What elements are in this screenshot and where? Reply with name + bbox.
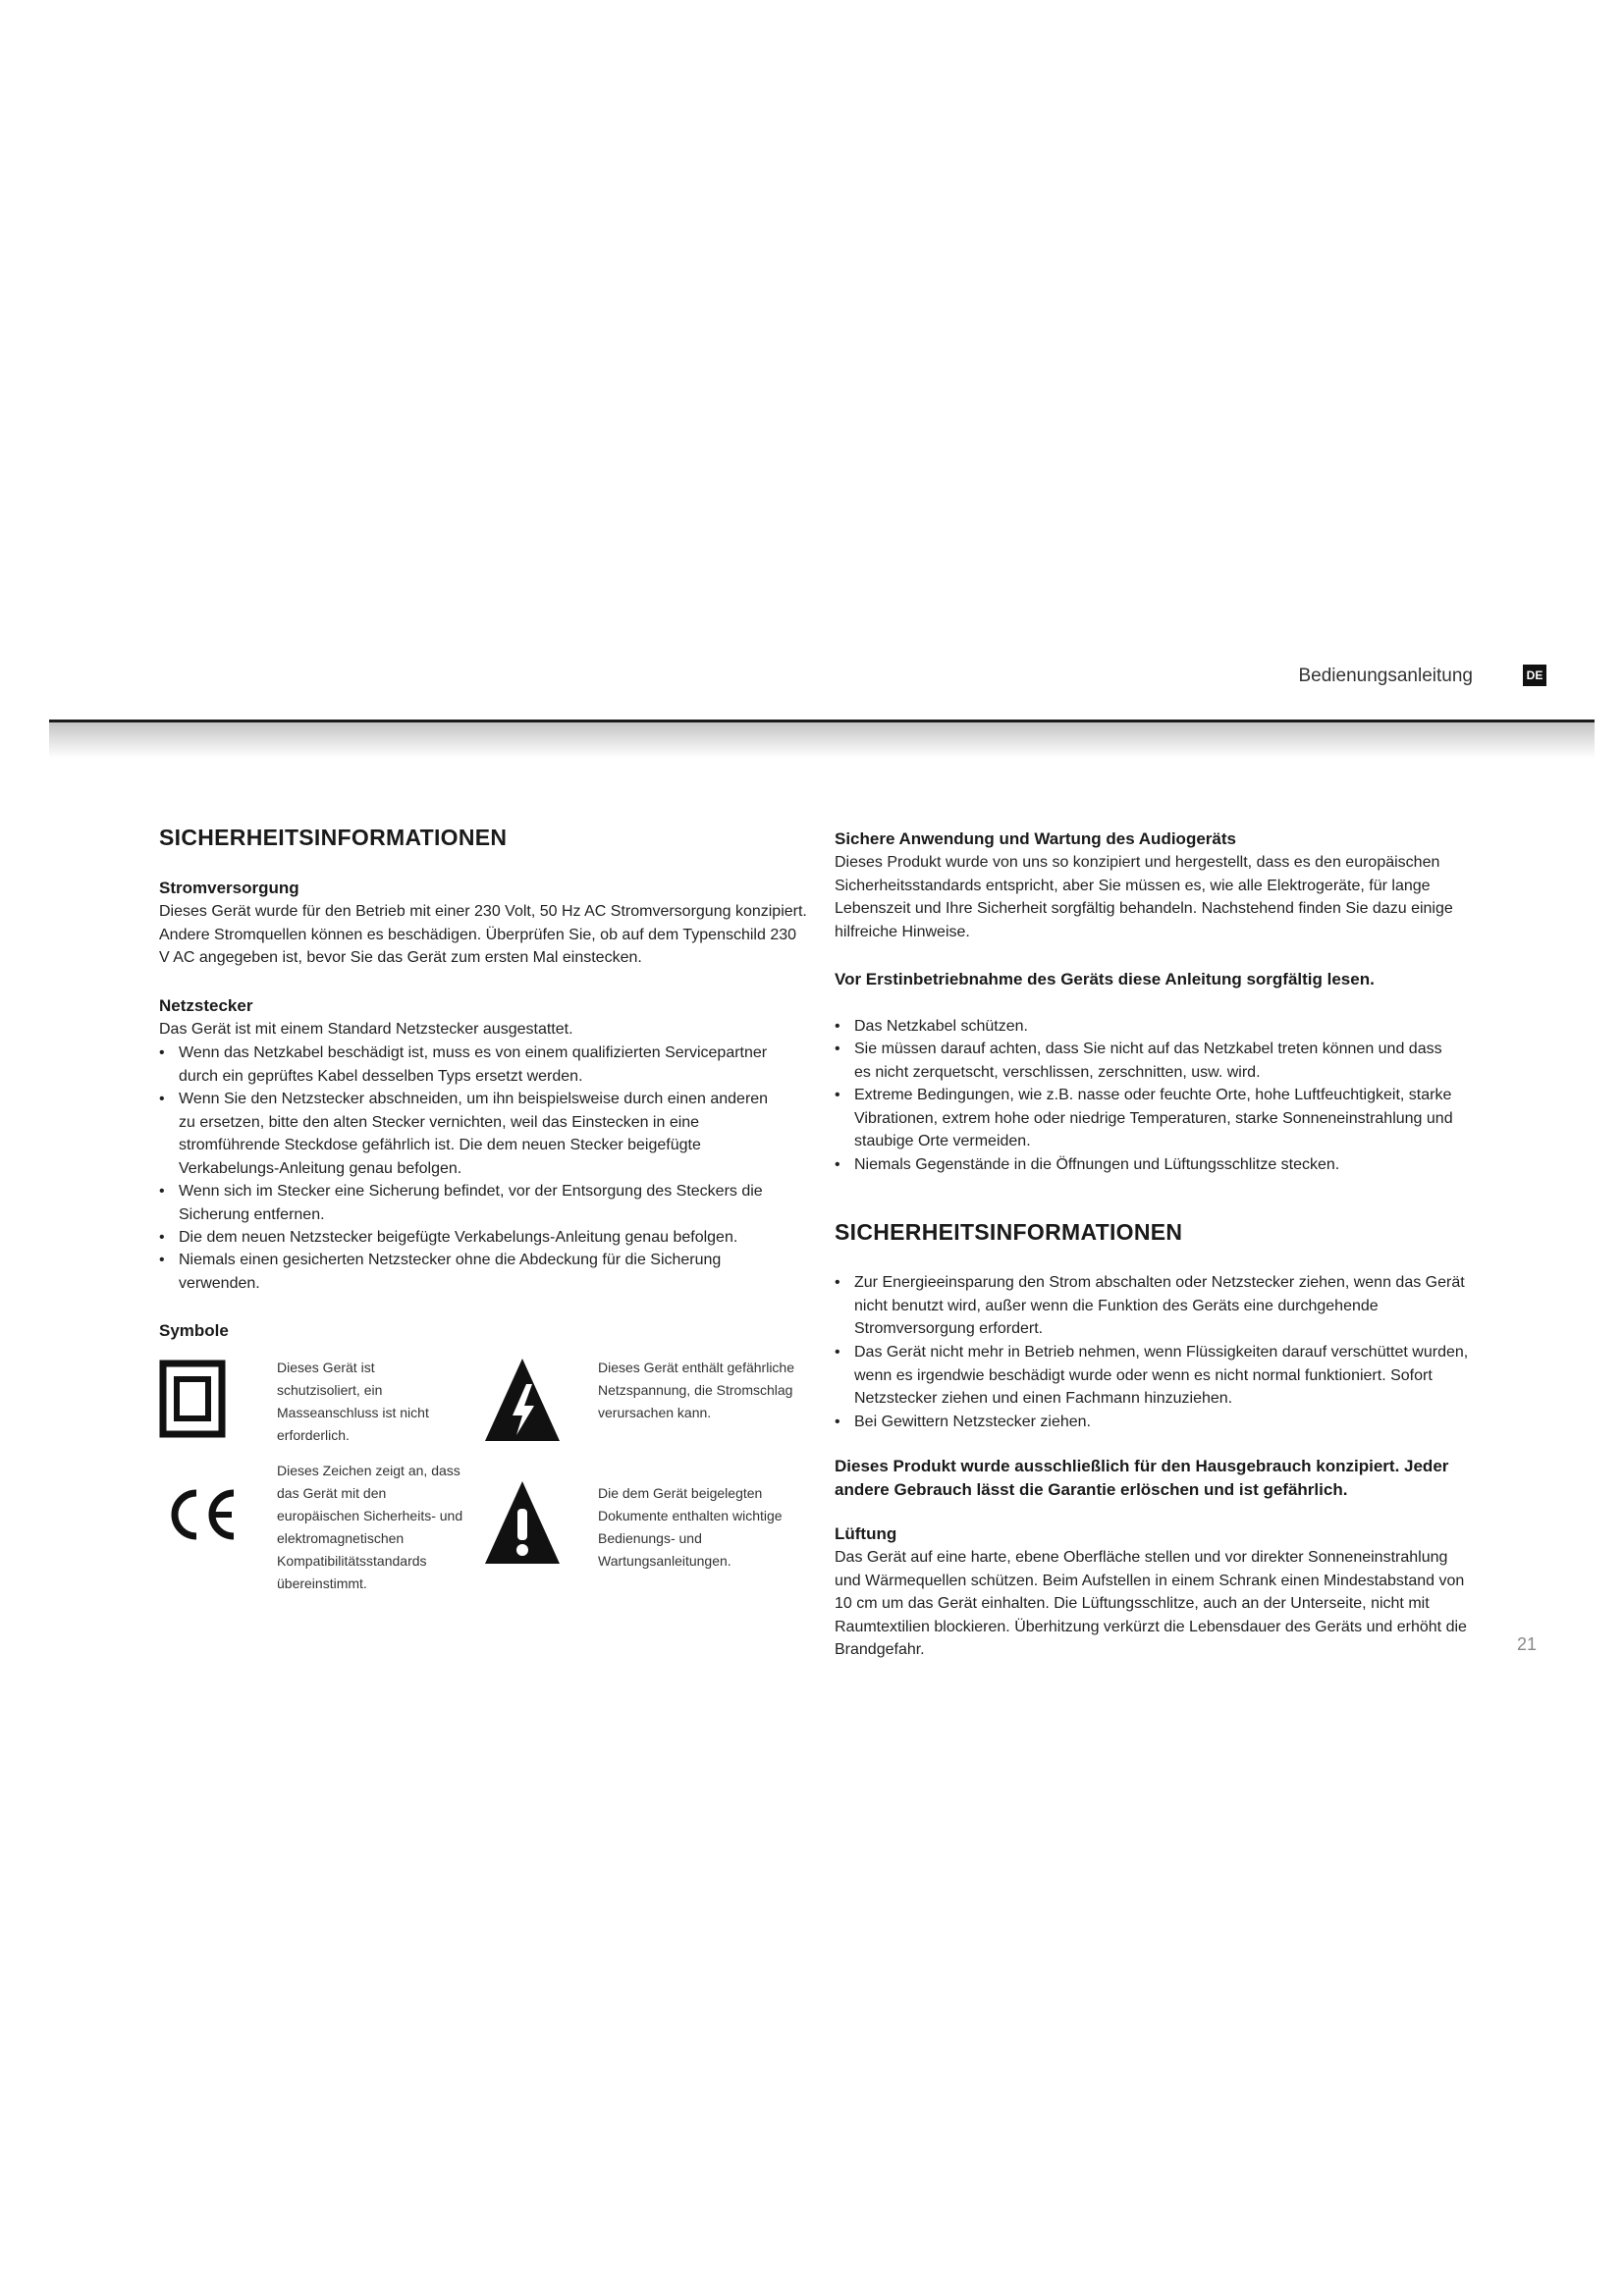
- symbol-description: Dieses Zeichen zeigt an, dass das Gerät mit den europäischen Sicherheits- und elektromagnetischen Kompatibilitätsstandards übereinstimmt.: [277, 1463, 463, 1591]
- plug-bullet: • Wenn sich im Stecker eine Sicherung befindet, vor der Entsorgung des Steckers die Sicherung entfernen.: [159, 1180, 797, 1226]
- page-number: 21: [1517, 1634, 1538, 1654]
- symbol-description: Dieses Gerät enthält gefährliche Netzspannung, die Stromschlag verursachen kann.: [598, 1360, 794, 1420]
- plug-bullet: • Wenn Sie den Netzstecker abschneiden, um ihn beispielsweise durch einen anderen zu ersetzen, bitte den alten Stecker vernichten, weil das Einstecken in eine stromführende Steckdose gefährlich ist. Die dem neuen Stecker beigefügte Verkabelungs-Anleitung genau befolgen.: [159, 1088, 783, 1180]
- plug-bullet: • Die dem neuen Netzstecker beigefügte Verkabelungs-Anleitung genau befolgen.: [159, 1226, 807, 1250]
- safe-use-title: Sichere Anwendung und Wartung des Audiogeräts: [835, 829, 1236, 848]
- power-title: Stromversorgung: [159, 879, 299, 897]
- caution-exclamation-icon: [483, 1477, 562, 1568]
- household-note: Dieses Produkt wurde ausschließlich für den Hausgebrauch konzipiert. Jeder andere Gebrauch lässt die Garantie erlöschen und ist gefährlich.: [835, 1457, 1449, 1499]
- header-rule-shadow: [49, 722, 1595, 758]
- safety-bullet: • Bei Gewittern Netzstecker ziehen.: [835, 1411, 1453, 1434]
- power-text: Dieses Gerät wurde für den Betrieb mit einer 230 Volt, 50 Hz AC Stromversorgung konzipiert. Andere Stromquellen können es beschädigen. Überprüfen Sie, ob auf dem Typenschild 230 V AC angegeben ist, bevor Sie das Gerät zum ersten Mal einstecken.: [159, 903, 807, 966]
- care-bullet: • Extreme Bedingungen, wie z.B. nasse oder feuchte Orte, hohe Luftfeuchtigkeit, starke Vibrationen, extrem hohe oder niedrige Temperaturen, starke Sonneneinstrahlung und staubige Orte vermeiden.: [835, 1084, 1473, 1153]
- high-voltage-warning-icon: [483, 1355, 562, 1445]
- ventilation-text: Das Gerät auf eine harte, ebene Oberfläche stellen und vor direkter Sonneneinstrahlung und Wärmequellen schützen. Beim Aufstellen in einem Schrank einen Mindestabstand von 10 cm um das Gerät einhalten. Die Lüftungsschlitze, auch an der Unterseite, nicht mit Raumtextilien blockieren. Überhitzung verkürzt die Lebensdauer des Geräts und erhöht die Brandgefahr.: [835, 1549, 1467, 1658]
- plug-bullet: • Niemals einen gesicherten Netzstecker ohne die Abdeckung für die Sicherung verwenden.: [159, 1249, 783, 1295]
- care-bullet: • Niemals Gegenstände in die Öffnungen und Lüftungsschlitze stecken.: [835, 1153, 1453, 1177]
- plug-title: Netzstecker: [159, 996, 253, 1015]
- plug-intro: Das Gerät ist mit einem Standard Netzstecker ausgestattet.: [159, 1021, 573, 1038]
- safety-bullet: • Zur Energieeinsparung den Strom abschalten oder Netzstecker ziehen, wenn das Gerät nicht benutzt wird, außer wenn die Funktion des Geräts eine durchgehende Stromversorgung erfordert.: [835, 1271, 1473, 1341]
- ventilation-title: Lüftung: [835, 1524, 897, 1543]
- ce-mark-icon: [165, 1487, 240, 1542]
- safety-bullet: • Das Gerät nicht mehr in Betrieb nehmen, wenn Flüssigkeiten darauf verschüttet wurden, wenn es irgendwie beschädigt wurde oder wenn es nicht normal funktioniert. Sofort Netzstecker ziehen und einen Fachmann hinzuziehen.: [835, 1341, 1473, 1411]
- section-heading: SICHERHEITSINFORMATIONEN: [159, 825, 508, 850]
- symbols-title: Symbole: [159, 1321, 229, 1340]
- read-first-note: Vor Erstinbetriebnahme des Geräts diese Anleitung sorgfältig lesen.: [835, 970, 1375, 988]
- header-title: Bedienungsanleitung: [1298, 666, 1473, 686]
- symbol-description: Dieses Gerät ist schutzisoliert, ein Masseanschluss ist nicht erforderlich.: [277, 1360, 429, 1443]
- plug-bullet: • Wenn das Netzkabel beschädigt ist, muss es von einem qualifizierten Servicepartner durch ein geprüftes Kabel desselben Typs ersetzt werden.: [159, 1041, 783, 1088]
- language-badge: DE: [1523, 665, 1546, 686]
- symbol-description: Die dem Gerät beigelegten Dokumente enthalten wichtige Bedienungs- und Wartungsanleitungen.: [598, 1485, 783, 1569]
- section-heading-2: SICHERHEITSINFORMATIONEN: [835, 1219, 1183, 1245]
- care-bullet: • Das Netzkabel schützen.: [835, 1015, 1453, 1039]
- safe-use-text: Dieses Produkt wurde von uns so konzipiert und hergestellt, dass es den europäischen Sicherheitsstandards entspricht, aber Sie müssen es, wie alle Elektrogeräte, für lange Lebenszeit und Ihre Sicherheit sorgfältig behandeln. Nachstehend finden Sie dazu einige hilfreiche Hinweise.: [835, 854, 1453, 940]
- care-bullet: • Sie müssen darauf achten, dass Sie nicht auf das Netzkabel treten können und dass es nicht zerquetscht, verschlissen, zerschnitten, usw. wird.: [835, 1038, 1453, 1084]
- double-insulation-icon: [159, 1360, 226, 1438]
